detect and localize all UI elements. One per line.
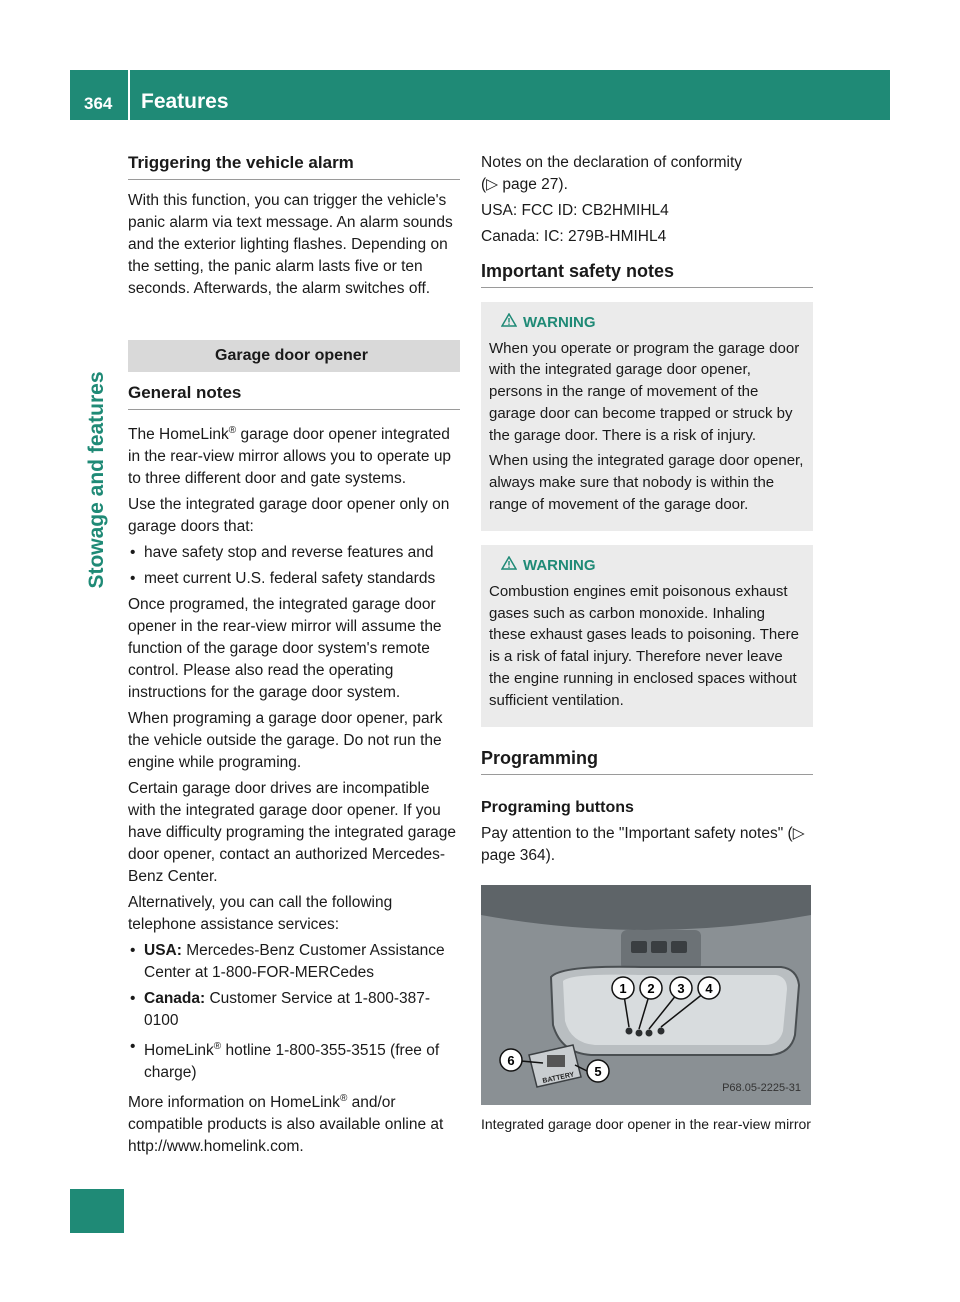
rear-view-mirror-illustration bbox=[481, 885, 811, 1105]
svg-text:2: 2 bbox=[647, 981, 655, 997]
battery-label: BATTERY bbox=[541, 1071, 575, 1086]
warning-triangle-icon bbox=[501, 312, 517, 334]
warning-text: When using the integrated garage door opener, always make sure that nobody is within the range of movement of the garage door. bbox=[489, 452, 804, 513]
paragraph: Notes on the declaration of conformity bbox=[481, 154, 743, 171]
section-title-general-notes: General notes bbox=[128, 382, 460, 410]
subsection-title-programing-buttons: Programing buttons bbox=[481, 799, 634, 817]
chapter-label: Stowage and features bbox=[85, 371, 108, 589]
paragraph: Certain garage door drives are incompatible with the integrated garage door opener. If you have difficulty programing the integrated garage door opener, contact an authorized Mercedes-Benz Center. bbox=[128, 780, 457, 886]
section-band-garage-door-opener: Garage door opener bbox=[128, 340, 460, 372]
list-item-canada: • Canada: Customer Service at 1-800-387-0100 bbox=[128, 988, 460, 1032]
warning-heading: WARNING bbox=[501, 312, 805, 334]
callout-6 bbox=[500, 1049, 522, 1071]
callout-1 bbox=[612, 977, 634, 999]
warning-heading: WARNING bbox=[501, 555, 805, 577]
figure-caption: Integrated garage door opener in the rear-view mirror bbox=[481, 1116, 811, 1133]
svg-text:4: 4 bbox=[705, 981, 713, 997]
paragraph-more-info: More information on HomeLink® and/or compatible products is also available online at http://www.homelink.com. bbox=[128, 1093, 444, 1156]
left-column bbox=[128, 152, 460, 1162]
figure-id: P68.05-2225-31 bbox=[722, 1082, 801, 1095]
svg-text:6: 6 bbox=[507, 1053, 515, 1069]
warning-triangle-icon bbox=[501, 555, 517, 577]
paragraph-homelink: The HomeLink® garage door opener integrated in the rear-view mirror allows you to operate up to three different door and gate systems. bbox=[128, 425, 452, 488]
ic-id: Canada: IC: 279B-HMIHL4 bbox=[481, 228, 667, 245]
callout-5 bbox=[587, 1060, 609, 1082]
paragraph: Use the integrated garage door opener only on garage doors that: bbox=[128, 496, 450, 536]
svg-text:5: 5 bbox=[594, 1064, 602, 1080]
section-title-safety-notes: Important safety notes bbox=[481, 260, 813, 288]
paragraph: When programing a garage door opener, park the vehicle outside the garage. Do not run the engine while programing. bbox=[128, 710, 443, 772]
list-item: • meet current U.S. federal safety standards bbox=[128, 568, 460, 590]
paragraph: With this function, you can trigger the vehicle's panic alarm via text message. An alarm sounds and the exterior lighting flashes. Depending on the setting, the panic alarm lasts five or ten seconds. Afterwards, the alarm switches off. bbox=[128, 192, 453, 297]
callout-4 bbox=[698, 977, 720, 999]
warning-box bbox=[481, 545, 813, 727]
header-divider bbox=[128, 70, 130, 120]
list-item-usa: • USA: Mercedes-Benz Customer Assistance Center at 1-800-FOR-MERCedes bbox=[128, 940, 460, 984]
svg-text:3: 3 bbox=[677, 981, 685, 997]
warning-text: Combustion engines emit poisonous exhaust gases such as carbon monoxide. Inhaling these exhaust gases leads to poisoning. There is a risk of fatal injury. Therefore never leave the engine running in enclosed spaces without sufficient ventilation. bbox=[489, 583, 799, 709]
chapter-tab bbox=[70, 1189, 124, 1233]
list-item: • have safety stop and reverse features and bbox=[128, 542, 460, 564]
section-title-programming: Programming bbox=[481, 747, 813, 775]
list-item-homelink-hotline: • HomeLink® hotline 1-800-355-3515 (free of charge) bbox=[128, 1036, 460, 1084]
fcc-id: USA: FCC ID: CB2HMIHL4 bbox=[481, 202, 669, 219]
warning-text: When you operate or program the garage door with the integrated garage door opener, persons in the range of movement of the garage door can become trapped or struck by the garage door. There is a risk of injury. bbox=[489, 339, 800, 444]
paragraph: Pay attention to the "Important safety notes" (▷ page 364). bbox=[481, 825, 805, 865]
paragraph: Alternatively, you can call the following telephone assistance services: bbox=[128, 894, 393, 934]
mirror-figure bbox=[481, 885, 811, 1105]
section-title-vehicle-alarm: Triggering the vehicle alarm bbox=[128, 152, 460, 180]
page-title: Features bbox=[141, 90, 229, 113]
page-number: 364 bbox=[84, 94, 113, 113]
page-reference: (▷ page 27). bbox=[481, 176, 568, 193]
warning-box bbox=[481, 302, 813, 531]
right-column bbox=[481, 152, 813, 1133]
callout-2 bbox=[640, 977, 662, 999]
svg-text:1: 1 bbox=[619, 981, 627, 997]
paragraph: Once programed, the integrated garage door opener in the rear-view mirror will assume the function of the garage door system's remote control. Please also read the operating instructions for the garage door system. bbox=[128, 596, 442, 702]
callout-3 bbox=[670, 977, 692, 999]
